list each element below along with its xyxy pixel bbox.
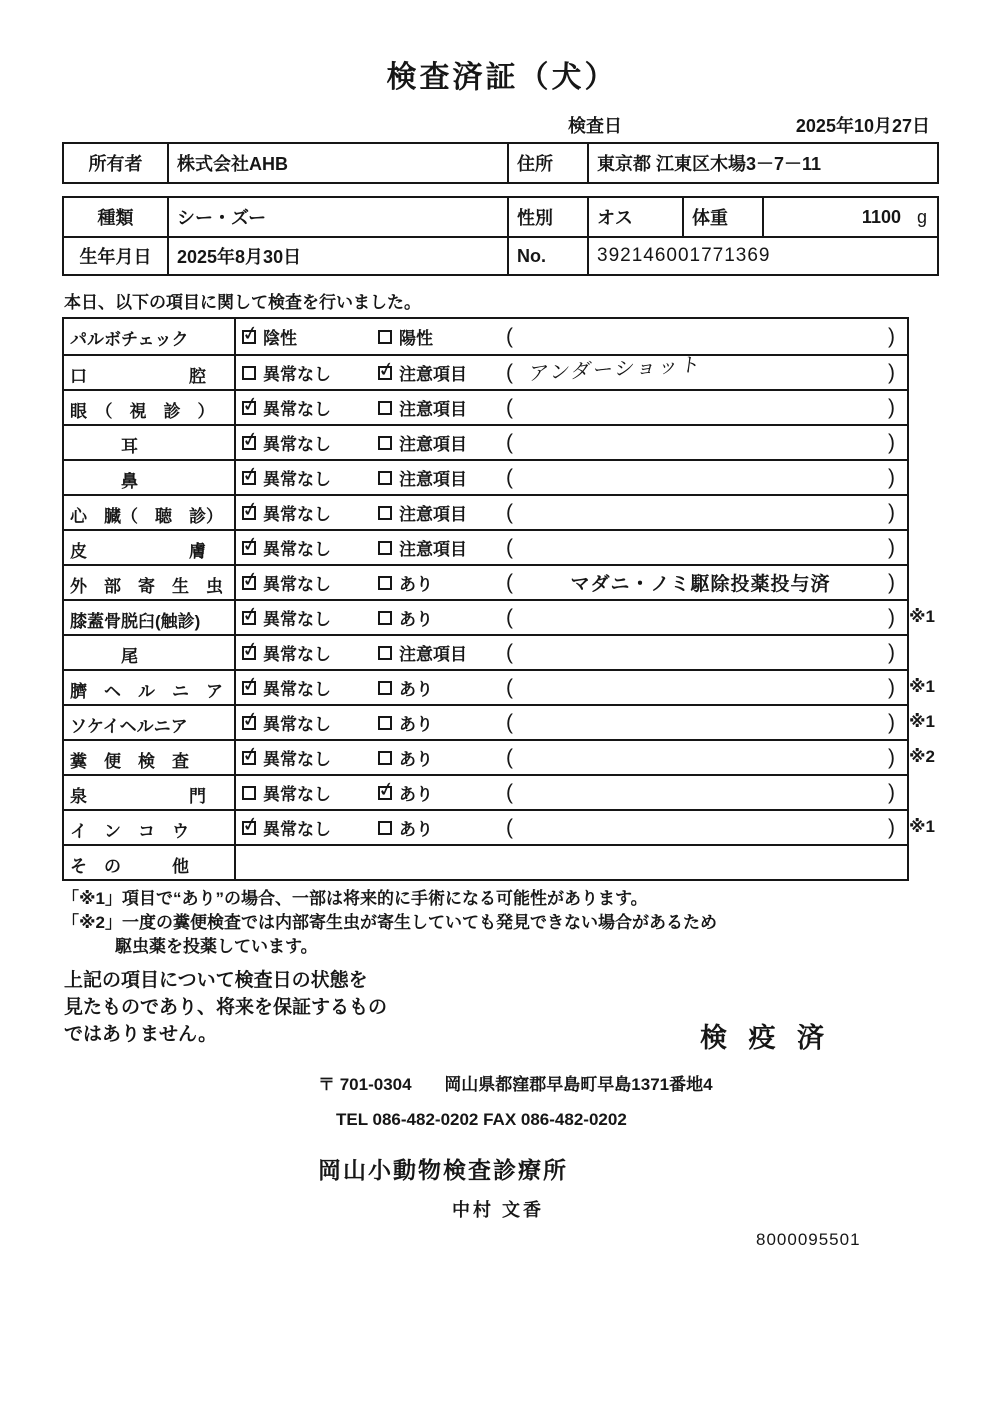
- item-label: 臍 ヘ ル ニ ア: [64, 671, 236, 704]
- checklist-row: [64, 669, 935, 704]
- weight-label: 体重: [682, 198, 762, 236]
- item-label: 口 腔: [64, 356, 236, 389]
- sex-label: 性別: [507, 198, 587, 236]
- footnote-2: 「※2」一度の糞便検査では内部寄生虫が寄生していても発見できない場合があるため: [62, 912, 717, 932]
- option2-checkbox: [378, 821, 392, 835]
- option1: [242, 605, 378, 630]
- clinic-postal-code: 〒 701-0304: [318, 1075, 412, 1094]
- option1-checkbox: [242, 401, 256, 415]
- birthdate-label: 生年月日: [64, 236, 167, 274]
- address-value: 東京都 江東区木場3－7－11: [587, 144, 937, 182]
- breed-value: シー・ズー: [167, 198, 507, 236]
- option1-checkbox: [242, 366, 256, 380]
- clinic-address: 岡山県都窪郡早島町早島1371番地4: [444, 1075, 713, 1094]
- option2-checkbox: [378, 506, 392, 520]
- option1-checkbox: [242, 471, 256, 485]
- item-content: [236, 811, 907, 844]
- weight-value-cell: [762, 198, 937, 236]
- item-content: [236, 426, 907, 459]
- paren-close-char: ): [888, 606, 895, 629]
- option1-label: 異常なし: [263, 820, 331, 839]
- option1: [242, 360, 378, 385]
- option1: [242, 465, 378, 490]
- sex-value: オス: [587, 198, 682, 236]
- paren-open-char: (: [506, 501, 513, 524]
- birthdate-value: 2025年8月30日: [167, 236, 507, 274]
- quarantine-stamp: 検 疫 済: [700, 1023, 832, 1053]
- checklist-row: [64, 354, 907, 389]
- footnote-2-cont: 駆虫薬を投薬しています。: [115, 936, 318, 956]
- option2-checkbox: [378, 751, 392, 765]
- clinic-name: 岡山小動物検査診療所: [318, 1157, 568, 1183]
- item-label: 心 臓（ 聴 診）: [64, 496, 236, 529]
- clinic-address-line: [318, 1070, 713, 1095]
- paren-open-char: (: [506, 431, 513, 454]
- address-label: 住所: [507, 144, 587, 182]
- option2-label: あり: [399, 715, 433, 734]
- finding-note: マダニ・ノミ駆除投薬投与済: [570, 574, 831, 595]
- option1-checkbox: [242, 576, 256, 590]
- paren-open-char: (: [506, 676, 513, 699]
- option1: [242, 570, 378, 595]
- finding-note: アンダーショット: [527, 354, 704, 386]
- item-content: [236, 671, 907, 704]
- paren-open-char: (: [506, 711, 513, 734]
- option1: [242, 780, 378, 805]
- paren-close-char: ): [888, 536, 895, 559]
- option1-label: 異常なし: [263, 470, 331, 489]
- veterinarian-name: 中村 文香: [452, 1200, 545, 1220]
- item-content: [236, 601, 907, 634]
- paren-close-char: ): [888, 396, 895, 419]
- option1: [242, 430, 378, 455]
- paren-open-char: (: [506, 781, 513, 804]
- paren-open-char: (: [506, 361, 513, 384]
- option1: [242, 395, 378, 420]
- paren-close-char: ): [888, 466, 895, 489]
- option1: [242, 815, 378, 840]
- option2: [378, 395, 506, 420]
- option1-label: 異常なし: [263, 435, 331, 454]
- paren-open-char: (: [506, 641, 513, 664]
- paren-close-char: ): [888, 816, 895, 839]
- item-content: [236, 741, 907, 774]
- option2-label: あり: [399, 610, 433, 629]
- animal-table: [62, 196, 939, 276]
- item-label: 皮 膚: [64, 531, 236, 564]
- footnote-mark: ※1: [909, 712, 935, 731]
- option1-label: 異常なし: [263, 540, 331, 559]
- footnote-mark: ※1: [909, 607, 935, 626]
- paren-close-char: ): [888, 781, 895, 804]
- checklist-table: [62, 317, 935, 881]
- option2-label: あり: [399, 820, 433, 839]
- owner-value: 株式会社AHB: [167, 144, 507, 182]
- option2: [378, 430, 506, 455]
- option1-label: 異常なし: [263, 785, 331, 804]
- item-content: [236, 531, 907, 564]
- option2-checkbox: [378, 646, 392, 660]
- item-content: [236, 776, 907, 809]
- item-content: [236, 566, 907, 599]
- checklist-row: [64, 774, 907, 809]
- paren-open-char: (: [506, 536, 513, 559]
- inspection-date-label: 検査日: [568, 116, 622, 136]
- footnote-mark: ※2: [909, 747, 935, 766]
- intro-text: 本日、以下の項目に関して検査を行いました。: [64, 293, 421, 312]
- item-content: [236, 391, 907, 424]
- option1-checkbox: [242, 751, 256, 765]
- option2-label: あり: [399, 750, 433, 769]
- option2-checkbox: [378, 611, 392, 625]
- item-label: 外 部 寄 生 虫: [64, 566, 236, 599]
- checklist-row: [64, 739, 935, 774]
- paren-open-char: (: [506, 606, 513, 629]
- option1-checkbox: [242, 611, 256, 625]
- option2-label: 注意項目: [399, 435, 467, 454]
- paren-open-char: (: [506, 325, 513, 348]
- checklist-row: [64, 599, 935, 634]
- checklist-row: [64, 634, 907, 669]
- option2: [378, 535, 506, 560]
- option2-checkbox: [378, 436, 392, 450]
- item-label: 耳: [64, 426, 236, 459]
- option2-label: 注意項目: [399, 540, 467, 559]
- paren-open-char: (: [506, 816, 513, 839]
- option2-label: あり: [399, 575, 433, 594]
- item-label: 膝蓋骨脱臼(触診): [64, 601, 236, 634]
- item-content: [236, 356, 907, 389]
- option2: [378, 780, 506, 805]
- paren-close-char: ): [888, 571, 895, 594]
- option2-checkbox: [378, 401, 392, 415]
- option1-checkbox: [242, 681, 256, 695]
- owner-label: 所有者: [88, 154, 143, 174]
- no-label: No.: [507, 236, 587, 274]
- no-value: 392146001771369: [587, 236, 937, 274]
- checklist-row: [64, 389, 907, 424]
- footnotes: [62, 887, 1004, 958]
- checklist-row: [64, 529, 907, 564]
- weight-unit: g: [916, 206, 927, 227]
- option2-label: 注意項目: [399, 400, 467, 419]
- item-label: パルボチェック: [64, 319, 236, 354]
- option2-checkbox: [378, 681, 392, 695]
- paren-close-char: ): [888, 711, 895, 734]
- option2: [378, 500, 506, 525]
- option2-checkbox: [378, 471, 392, 485]
- option2: [378, 710, 506, 735]
- item-label: 鼻: [64, 461, 236, 494]
- option2-checkbox: [378, 330, 392, 344]
- option2-label: 陽性: [399, 329, 433, 348]
- option2-checkbox: [378, 786, 392, 800]
- inspection-date-value: 2025年10月27日: [795, 116, 930, 136]
- checklist-row: [64, 564, 907, 599]
- option2-checkbox: [378, 366, 392, 380]
- option1-checkbox: [242, 541, 256, 555]
- option2: [378, 745, 506, 770]
- checklist-row: [64, 459, 907, 494]
- option2-checkbox: [378, 576, 392, 590]
- option1-checkbox: [242, 646, 256, 660]
- footnote-mark: ※1: [909, 817, 935, 836]
- paren-close-char: ): [888, 746, 895, 769]
- option1-label: 陰性: [263, 329, 297, 348]
- item-content: [236, 461, 907, 494]
- checklist-row: [64, 704, 935, 739]
- option2-label: 注意項目: [399, 470, 467, 489]
- option2-label: あり: [399, 680, 433, 699]
- option1-label: 異常なし: [263, 610, 331, 629]
- disclaimer-line2: 見たものであり、将来を保証するもの: [64, 997, 388, 1019]
- option1-checkbox: [242, 506, 256, 520]
- paren-close-char: ): [888, 676, 895, 699]
- option2: [378, 675, 506, 700]
- option1-label: 異常なし: [263, 750, 331, 769]
- paren-close-char: ): [888, 361, 895, 384]
- footnote-1: 「※1」項目で“あり”の場合、一部は将来的に手術になる可能性があります。: [62, 889, 648, 908]
- item-label: 糞 便 検 査: [64, 741, 236, 774]
- option1-label: 異常なし: [263, 365, 331, 384]
- item-label: イ ン コ ウ: [64, 811, 236, 844]
- item-label: 尾: [64, 636, 236, 669]
- option1-label: 異常なし: [263, 645, 331, 664]
- option1: [242, 675, 378, 700]
- option2: [378, 360, 506, 385]
- option2-checkbox: [378, 541, 392, 555]
- option1: [242, 710, 378, 735]
- paren-close-char: ): [888, 641, 895, 664]
- document-title: 検査済証（犬）: [386, 61, 618, 94]
- checklist-row: [64, 844, 907, 879]
- option1-label: 異常なし: [263, 400, 331, 419]
- option2-label: 注意項目: [399, 645, 467, 664]
- footnote-mark: ※1: [909, 677, 935, 696]
- option1: [242, 640, 378, 665]
- option1-label: 異常なし: [263, 505, 331, 524]
- disclaimer-line3: ではありません。: [64, 1024, 218, 1046]
- paren-open-char: (: [506, 746, 513, 769]
- option1-label: 異常なし: [263, 680, 331, 699]
- option2: [378, 640, 506, 665]
- option2: [378, 570, 506, 595]
- paren-open-char: (: [506, 466, 513, 489]
- option2: [378, 605, 506, 630]
- breed-label: 種類: [97, 208, 134, 228]
- item-label: ソケイヘルニア: [64, 706, 236, 739]
- checklist-row: [64, 494, 907, 529]
- item-content: [236, 636, 907, 669]
- paren-open-char: (: [506, 396, 513, 419]
- option2: [378, 815, 506, 840]
- option2: [378, 324, 506, 349]
- option1-checkbox: [242, 786, 256, 800]
- checklist-row: [64, 809, 935, 844]
- option2-checkbox: [378, 716, 392, 730]
- disclaimer: [64, 968, 1004, 1049]
- owner-table: [62, 142, 939, 184]
- option2: [378, 465, 506, 490]
- option2-label: あり: [399, 785, 433, 804]
- option1: [242, 745, 378, 770]
- option1-checkbox: [242, 716, 256, 730]
- option1-checkbox: [242, 330, 256, 344]
- disclaimer-line1: 上記の項目について検査日の状態を: [64, 970, 368, 992]
- item-label: 眼 （ 視 診 ）: [64, 391, 236, 424]
- item-label: 泉 門: [64, 776, 236, 809]
- checklist-row: [64, 424, 907, 459]
- clinic-tel-fax: TEL 086-482-0202 FAX 086-482-0202: [336, 1110, 627, 1129]
- item-content: [236, 496, 907, 529]
- option1: [242, 324, 378, 349]
- item-content: [236, 846, 907, 879]
- inspection-date-row: [62, 112, 935, 138]
- paren-open-char: (: [506, 571, 513, 594]
- paren-close-char: ): [888, 431, 895, 454]
- option1-checkbox: [242, 821, 256, 835]
- item-content: [236, 706, 907, 739]
- option1-label: 異常なし: [263, 575, 331, 594]
- item-label: そ の 他: [64, 846, 236, 879]
- serial-number: 8000095501: [756, 1230, 861, 1249]
- option1-label: 異常なし: [263, 715, 331, 734]
- option2-label: 注意項目: [399, 505, 467, 524]
- option1: [242, 535, 378, 560]
- option1: [242, 500, 378, 525]
- paren-close-char: ): [888, 325, 895, 348]
- paren-close-char: ): [888, 501, 895, 524]
- option2-label: 注意項目: [399, 365, 467, 384]
- weight-value: 1100: [861, 206, 901, 227]
- option1-checkbox: [242, 436, 256, 450]
